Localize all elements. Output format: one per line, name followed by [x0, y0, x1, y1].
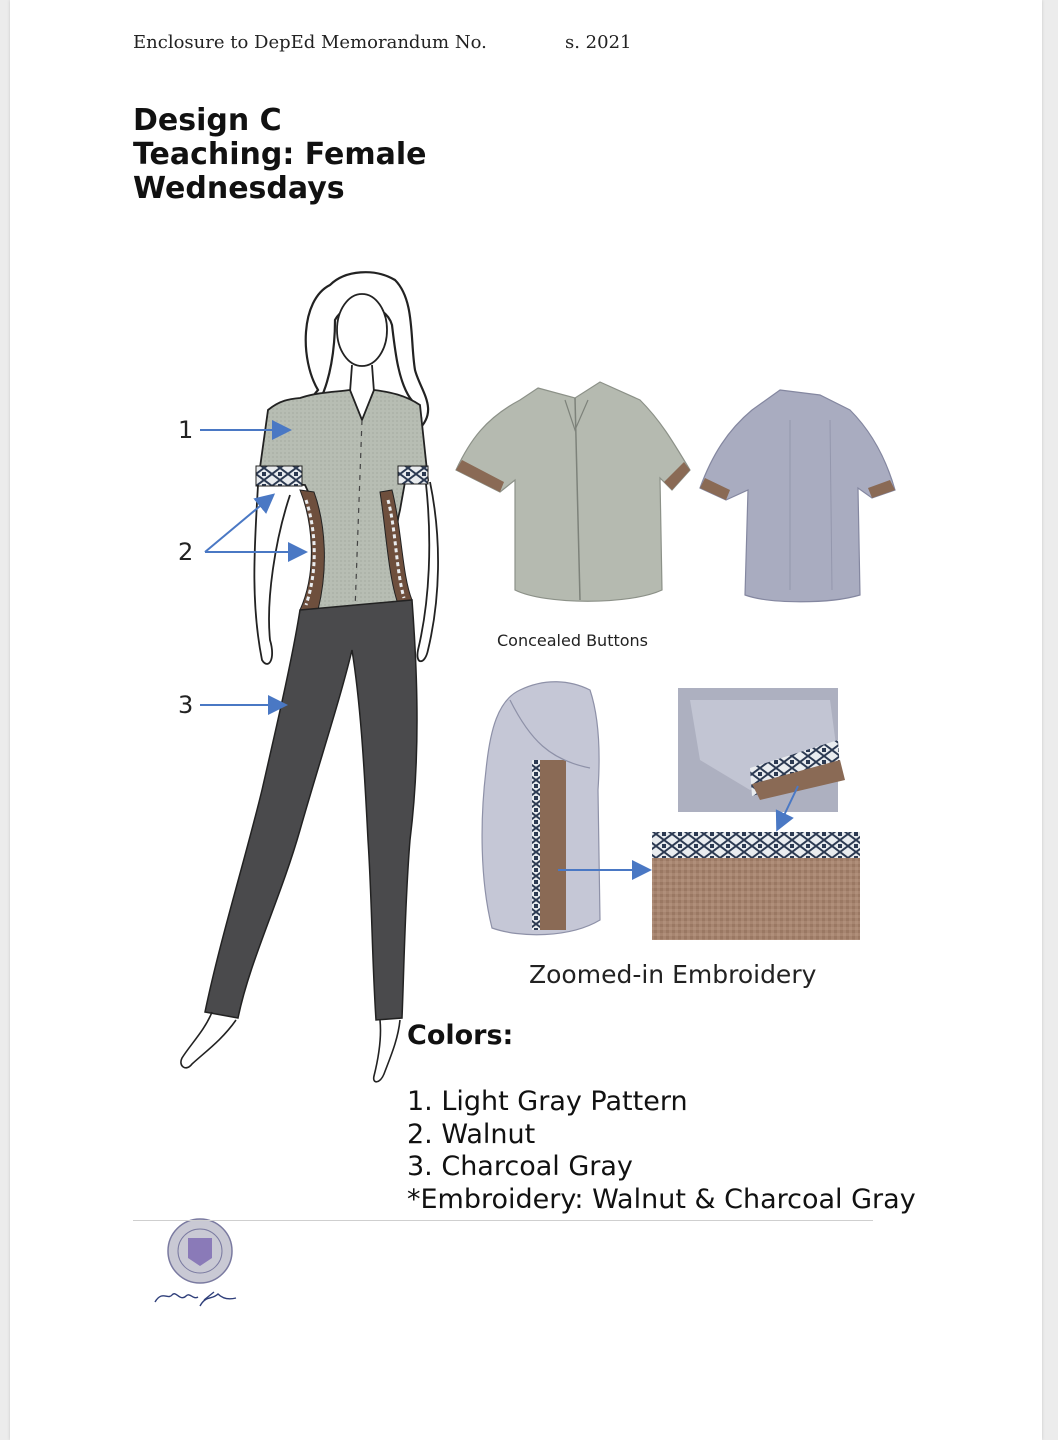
- title-day: Wednesdays: [133, 171, 345, 206]
- blouse-front-photo: [456, 382, 690, 601]
- design-title: [133, 104, 427, 206]
- colors-heading: Colors:: [407, 1020, 514, 1051]
- color-item-3: 3. Charcoal Gray: [407, 1151, 633, 1182]
- title-teaching: Teaching: Female: [133, 137, 427, 172]
- colors-list: [407, 1086, 916, 1216]
- pants-sketch: [205, 600, 417, 1020]
- right-arm-outline: [417, 482, 438, 661]
- color-item-2: 2. Walnut: [407, 1118, 536, 1150]
- title-design: Design C: [133, 103, 282, 138]
- left-sleeve-band: [256, 466, 302, 486]
- blouse-side-photo: [482, 682, 600, 935]
- signatures: [155, 1292, 236, 1306]
- footer-rule: [133, 1220, 873, 1221]
- embroidery-zoom-photo: [652, 832, 860, 940]
- left-foot-outline: [181, 1012, 236, 1068]
- caption-zoomed-embroidery: Zoomed-in Embroidery: [529, 960, 817, 989]
- callout-1: 1: [178, 416, 194, 444]
- right-sleeve-band: [398, 466, 428, 484]
- memo-year: s. 2021: [565, 32, 632, 53]
- deped-seal: [168, 1219, 232, 1283]
- blouse-back-photo: [700, 390, 895, 602]
- fashion-sketch: [181, 272, 438, 1082]
- callout-3: 3: [178, 691, 194, 719]
- color-item-embroidery: *Embroidery: Walnut & Charcoal Gray: [407, 1183, 916, 1215]
- callout-2: 2: [178, 538, 194, 566]
- sleeve-closeup-photo: [678, 688, 845, 812]
- caption-concealed-buttons: Concealed Buttons: [497, 631, 649, 650]
- left-arm-outline: [254, 485, 290, 664]
- right-foot-outline: [374, 1020, 400, 1082]
- face-outline: [337, 294, 387, 366]
- memo-label: Enclosure to DepEd Memorandum No.: [133, 32, 487, 53]
- color-item-1: 1. Light Gray Pattern: [407, 1086, 688, 1117]
